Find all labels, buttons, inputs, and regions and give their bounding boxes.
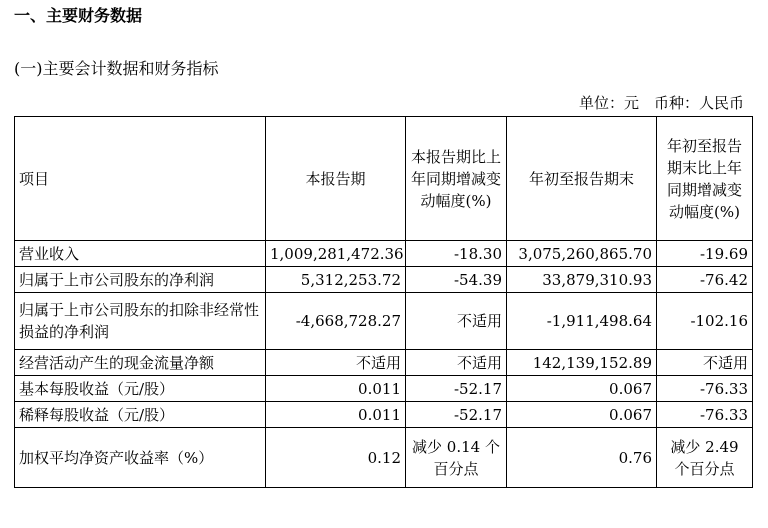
header-current-period-change: 本报告期比上年同期增减变动幅度(%) <box>406 117 507 241</box>
cell-value: -52.17 <box>406 376 507 402</box>
cell-value: 不适用 <box>406 293 507 350</box>
cell-value: -54.39 <box>406 267 507 293</box>
cell-value: 0.067 <box>507 376 657 402</box>
row-label: 经营活动产生的现金流量净额 <box>15 350 266 376</box>
cell-value: -76.42 <box>657 267 753 293</box>
cell-value: -4,668,728.27 <box>266 293 406 350</box>
cell-value: 0.011 <box>266 402 406 428</box>
header-item: 项目 <box>15 117 266 241</box>
row-label: 归属于上市公司股东的净利润 <box>15 267 266 293</box>
cell-value: -102.16 <box>657 293 753 350</box>
cell-value: 不适用 <box>266 350 406 376</box>
cell-value: 0.067 <box>507 402 657 428</box>
table-row <box>15 402 753 428</box>
cell-value: 142,139,152.89 <box>507 350 657 376</box>
row-label: 营业收入 <box>15 241 266 267</box>
financial-data-table <box>14 116 753 488</box>
cell-value: 0.011 <box>266 376 406 402</box>
cell-value: 不适用 <box>657 350 753 376</box>
section-title: 一、主要财务数据 <box>14 6 143 25</box>
cell-value: -19.69 <box>657 241 753 267</box>
cell-value: 3,075,260,865.70 <box>507 241 657 267</box>
table-row <box>15 350 753 376</box>
table-row <box>15 428 753 488</box>
cell-value: -76.33 <box>657 402 753 428</box>
cell-value: -76.33 <box>657 376 753 402</box>
subsection-title: (一)主要会计数据和财务指标 <box>14 59 219 78</box>
row-label: 加权平均净资产收益率（%） <box>15 428 266 488</box>
table-row <box>15 267 753 293</box>
cell-value: 1,009,281,472.36 <box>266 241 406 267</box>
cell-value: -1,911,498.64 <box>507 293 657 350</box>
header-year-to-date-change: 年初至报告期末比上年同期增减变动幅度(%) <box>657 117 753 241</box>
table-row <box>15 293 753 350</box>
row-label: 基本每股收益（元/股） <box>15 376 266 402</box>
table-header-row <box>15 117 753 241</box>
cell-value: 0.12 <box>266 428 406 488</box>
header-year-to-date: 年初至报告期末 <box>507 117 657 241</box>
cell-value: 不适用 <box>406 350 507 376</box>
cell-value: -18.30 <box>406 241 507 267</box>
unit-currency-note: 单位：元 币种：人民币 <box>578 94 744 112</box>
cell-value: 33,879,310.93 <box>507 267 657 293</box>
row-label: 归属于上市公司股东的扣除非经常性损益的净利润 <box>15 293 266 350</box>
cell-value: 5,312,253.72 <box>266 267 406 293</box>
cell-value: 0.76 <box>507 428 657 488</box>
cell-value: 减少 0.14 个百分点 <box>406 428 507 488</box>
header-current-period: 本报告期 <box>266 117 406 241</box>
table-row <box>15 376 753 402</box>
table-row <box>15 241 753 267</box>
cell-value: 减少 2.49 个百分点 <box>657 428 753 488</box>
cell-value: -52.17 <box>406 402 507 428</box>
row-label: 稀释每股收益（元/股） <box>15 402 266 428</box>
